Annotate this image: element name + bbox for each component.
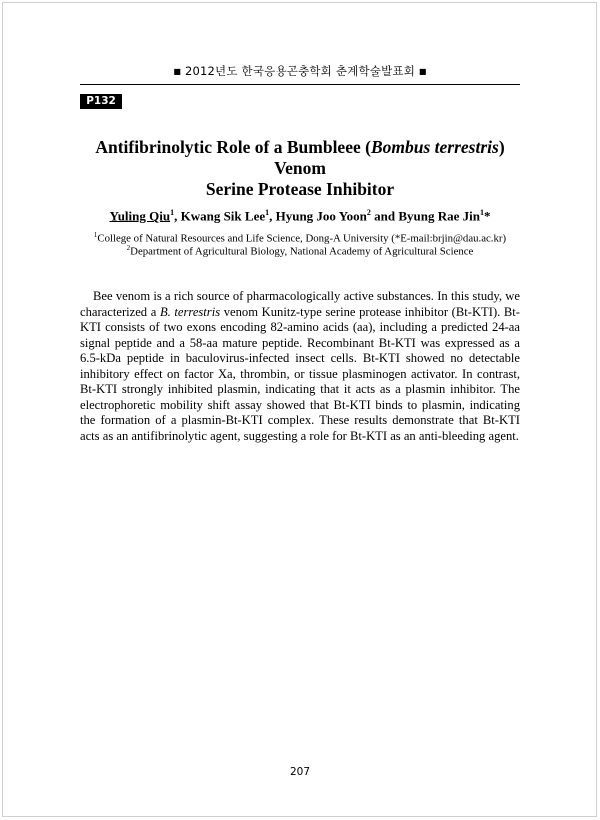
affiliation-text: Department of Agricultural Biology, National Academy of Agricultural Science	[130, 245, 474, 258]
abstract-body	[80, 289, 520, 444]
affiliation-sup: 2	[126, 244, 131, 252]
author-sup: 1	[479, 208, 484, 217]
affiliation-sup: 1	[93, 231, 98, 239]
affiliation-text: College of Natural Resources and Life Science, Dong-A University (*E-mail:brjin@dau.ac.kr)	[97, 232, 507, 245]
author-name: and Byung Rae Jin	[370, 208, 480, 224]
title-part1: Antifibrinolytic Role of a Bumbleee (	[95, 137, 371, 157]
author-list	[60, 205, 540, 224]
author-name: , Hyung Joo Yoon	[269, 208, 367, 224]
poster-id-badge: P132	[80, 94, 122, 109]
title-line2: Serine Protease Inhibitor	[205, 179, 395, 199]
affiliation-2	[60, 242, 540, 259]
paper-title	[70, 137, 530, 200]
header-square-left: ■	[173, 67, 182, 76]
conference-header	[80, 63, 520, 79]
abstract-part1: Bee venom is a rich source of pharmacologically active substances. In this study, we characterized a	[80, 289, 520, 319]
author-presenter: Yuling Qiu	[109, 208, 171, 224]
author-sup: 2	[366, 208, 371, 217]
title-species: Bombus terrestris	[370, 137, 499, 157]
author-name: , Kwang Sik Lee	[174, 208, 266, 224]
abstract-part2: venom Kunitz-type serine protease inhibitor (Bt-KTI). Bt-KTI consists of two exons encoding 82-amino acids (aa), including a predicted 24-aa signal peptide and a 58-aa mature peptide. Recombinant Bt-KTI was expressed as a 6.5-kDa peptide in baculovirus-infected insect cells. Bt-KTI showed no detectable inhibitory effect on factor Xa, thrombin, or tissue plasminogen activator. In contrast, Bt-KTI strongly inhibited plasmin, indicating that it acts as a plasmin inhibitor. The electrophoretic mobility shift assay showed that Bt-KTI binds to plasmin, indicating the formation of a plasmin-Bt-KTI complex. These results demonstrate that Bt-KTI acts as an antifibrinolytic agent, suggesting a role for Bt-KTI as an anti-bleeding agent.	[80, 304, 520, 443]
header-square-right: ■	[418, 67, 427, 76]
author-sup: 1	[265, 208, 270, 217]
author-sup: 1	[170, 208, 175, 217]
title-part2: ) Venom	[274, 137, 505, 178]
header-text: 2012년도 한국응용곤충학회 춘계학술발표회	[184, 64, 416, 78]
header-rule	[80, 84, 520, 85]
page-number: 207	[289, 766, 311, 778]
corresponding-mark: *	[483, 208, 491, 224]
abstract-species: B. terrestris	[159, 304, 221, 319]
